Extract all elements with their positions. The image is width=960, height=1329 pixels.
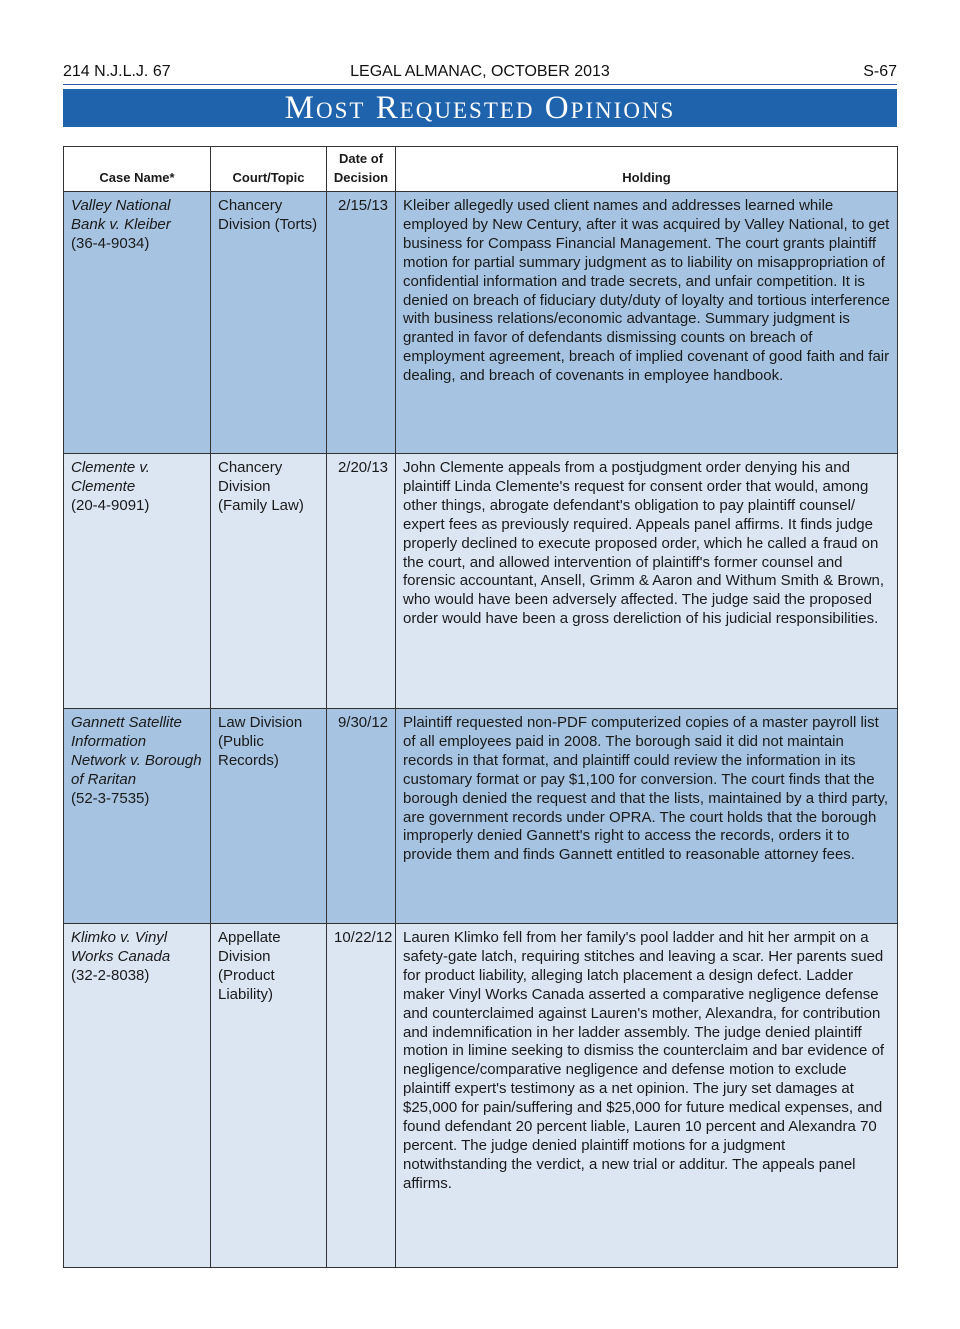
case-cell: [64, 192, 211, 454]
section-title-bar: [63, 89, 897, 127]
holding-text: Plaintiff requested non-PDF computerized copies of a master payroll list of all employees paid in 2008. The borough said it did not maintain records in that format, and plaintiff could review the information in its customary format or pay $1,100 for conversion. The court finds that the borough denied the request and that the lists, maintained by a third party, are government records under OPRA. The court holds that the borough improperly denied Gannett's right to access the records, orders it to provide them and finds Gannett entitled to reasonable attorney fees.: [396, 709, 898, 924]
table-header-row: [64, 147, 898, 192]
header-rule: [63, 84, 897, 85]
decision-date: 2/20/13: [327, 454, 396, 709]
docket-number: (52-3-7535): [71, 789, 150, 807]
court-topic-cell: Chancery Division (Family Law): [211, 454, 327, 709]
holding-text: Lauren Klimko fell from her family's pool ladder and hit her armpit on a safety-gate latch, requiring stitches and leaving a scar. Her parents sued for product liability, alleging latch placement a design defect. Ladder maker Vinyl Works Canada asserted a comparative negligence defense and counterclaimed against Lauren's mother, Alexandra, for contribution and indemnification in her ladder assembly. The judge denied plaintiff motion in limine seeking to dismiss the counterclaim and bar evidence of negligence/comparative negligence and defense motion to exclude plaintiff expert's testimony as a net opinion. The jury set damages at $25,000 for pain/suffering and $25,000 for future medical expenses, and found defendant 20 percent liable, Lauren 10 percent and Alexandra 70 percent. The judge denied plaintiff motions for a judgment notwithstanding the verdict, a new trial or additur. The appeals panel affirms.: [396, 924, 898, 1268]
page-number: S-67: [863, 63, 897, 80]
table-row: [64, 924, 898, 1268]
column-header-holding: Holding: [396, 147, 898, 192]
opinions-table: [63, 146, 898, 1268]
publication-title: LEGAL ALMANAC, OCTOBER 2013: [350, 63, 610, 80]
docket-number: (20-4-9091): [71, 496, 150, 514]
page-citation: 214 N.J.L.J. 67: [63, 63, 171, 80]
docket-number: (36-4-9034): [71, 234, 150, 252]
holding-text: Kleiber allegedly used client names and addresses learned while employed by New Century, after it was acquired by Valley National, to get business for Compass Financial Management. The court grants plaintiff motion for partial summary judgment as to liability on misappropriation of confidential information and trade secrets, and unfair competition. It is denied on breach of fiduciary duty/duty of loyalty and tortious interference with business relations/economic advantage. Summary judgment is granted in favor of defendants dismissing counts on breach of employment agreement, breach of implied covenant of good faith and fair dealing, and breach of covenants in employee handbook.: [396, 192, 898, 454]
case-name: Valley National Bank v. Kleiber: [71, 197, 171, 233]
docket-number: (32-2-8038): [71, 966, 150, 984]
court-topic-cell: Appellate Division (Product Liability): [211, 924, 327, 1268]
column-header-date: Date of Decision: [327, 147, 396, 192]
court-topic-cell: Chancery Division (Torts): [211, 192, 327, 454]
column-header-case-name: Case Name*: [64, 147, 211, 192]
column-header-court-topic: Court/Topic: [211, 147, 327, 192]
case-cell: [64, 924, 211, 1268]
running-head: [63, 63, 897, 85]
decision-date: 10/22/12: [327, 924, 396, 1268]
court-topic-cell: Law Division (Public Records): [211, 709, 327, 924]
case-cell: [64, 454, 211, 709]
holding-text: John Clemente appeals from a postjudgment order denying his and plaintiff Linda Clemente's request for consent order that would, among other things, abrogate defendant's obligation to pay plaintiff counsel/ expert fees as previously required. Appeals panel affirms. It finds judge properly declined to execute proposed order, which he called a fraud on the court, and allowed intervention of plaintiff's former counsel and forensic accountant, Ansell, Grimm & Aaron and Withum Smith & Brown, who would have been adversely affected. The judge said the proposed order would have been a gross dereliction of his judicial responsibilities.: [396, 454, 898, 709]
case-name: Clemente v. Clemente: [71, 459, 150, 495]
decision-date: 2/15/13: [327, 192, 396, 454]
case-cell: [64, 709, 211, 924]
case-name: Gannett Satellite Information Network v. Borough of Raritan: [71, 714, 202, 788]
decision-date: 9/30/12: [327, 709, 396, 924]
case-name: Klimko v. Vinyl Works Canada: [71, 929, 171, 965]
table-row: [64, 709, 898, 924]
table-row: [64, 454, 898, 709]
table-row: [64, 192, 898, 454]
section-title: Most Requested Opinions: [284, 90, 676, 126]
